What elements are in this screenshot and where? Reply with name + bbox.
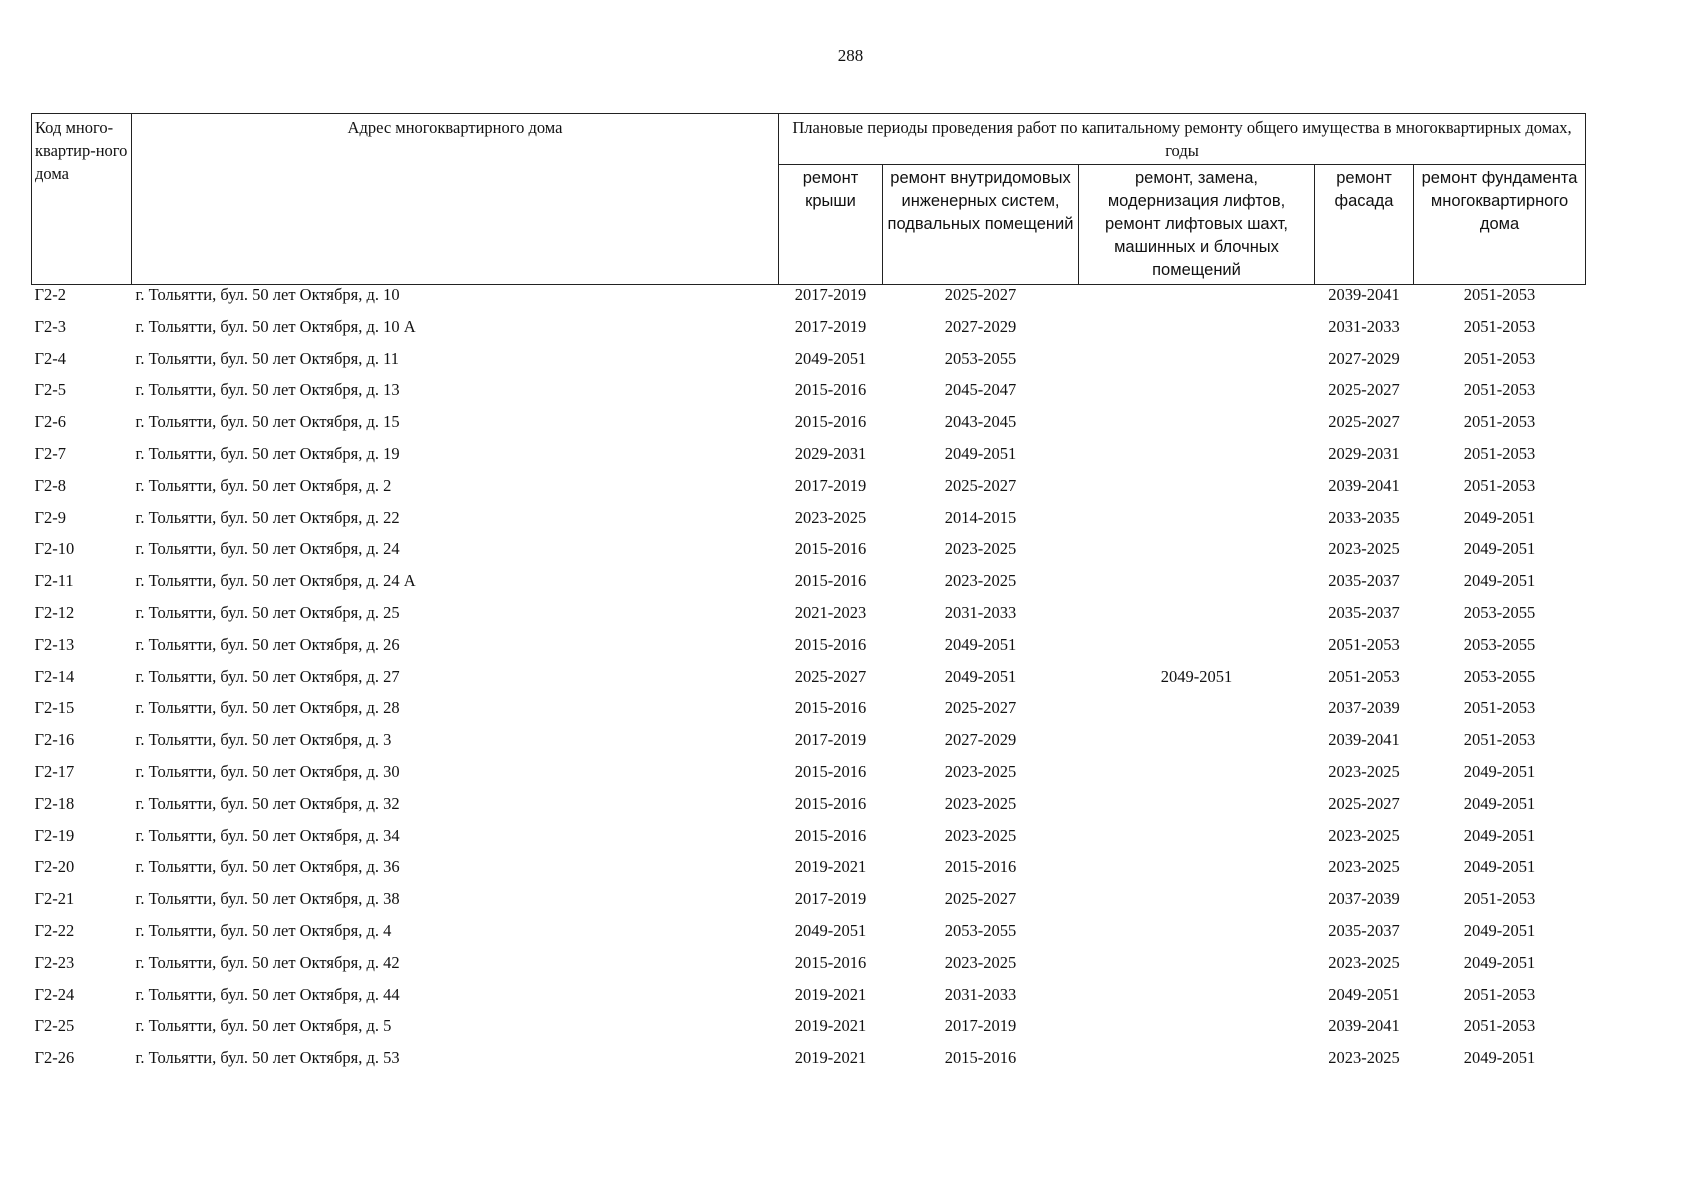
- cell-facade: 2025-2027: [1328, 793, 1400, 813]
- table-row: [32, 380, 1586, 412]
- cell-roof: 2015-2016: [794, 793, 867, 813]
- cell-code: Г2-7: [34, 443, 67, 463]
- cell-lifts: [1079, 539, 1315, 571]
- cell-engineering: 2023-2025: [944, 571, 1017, 591]
- cell-lifts: [1079, 1016, 1315, 1048]
- cell-engineering: 2025-2027: [944, 698, 1017, 718]
- cell-roof: 2017-2019: [794, 316, 867, 336]
- cell-foundation: 2049-2051: [1463, 952, 1536, 972]
- cell-code: Г2-9: [34, 507, 67, 527]
- header-roof: ремонт крыши: [779, 165, 883, 285]
- cell-roof: 2029-2031: [794, 443, 867, 463]
- table-row: [32, 921, 1586, 953]
- cell-facade: 2033-2035: [1328, 507, 1400, 527]
- cell-roof: 2049-2051: [794, 920, 867, 940]
- cell-lifts: [1079, 826, 1315, 858]
- table-row: [32, 794, 1586, 826]
- cell-address: г. Тольятти, бул. 50 лет Октября, д. 13: [135, 380, 400, 400]
- cell-roof: 2019-2021: [794, 1016, 867, 1036]
- cell-facade: 2051-2053: [1328, 634, 1400, 654]
- cell-engineering: 2015-2016: [944, 1048, 1017, 1068]
- cell-foundation: 2051-2053: [1463, 348, 1536, 368]
- cell-roof: 2049-2051: [794, 348, 867, 368]
- table-row: [32, 1016, 1586, 1048]
- cell-lifts: [1079, 444, 1315, 476]
- cell-roof: 2015-2016: [794, 380, 867, 400]
- cell-foundation: 2053-2055: [1463, 634, 1536, 654]
- cell-foundation: 2051-2053: [1463, 1016, 1536, 1036]
- cell-facade: 2035-2037: [1328, 602, 1400, 622]
- table-row: [32, 476, 1586, 508]
- cell-facade: 2035-2037: [1328, 571, 1400, 591]
- cell-facade: 2029-2031: [1328, 443, 1400, 463]
- cell-foundation: 2051-2053: [1463, 984, 1536, 1004]
- cell-roof: 2015-2016: [794, 634, 867, 654]
- cell-address: г. Тольятти, бул. 50 лет Октября, д. 10 А: [135, 316, 416, 336]
- cell-address: г. Тольятти, бул. 50 лет Октября, д. 44: [135, 984, 400, 1004]
- cell-engineering: 2014-2015: [944, 507, 1017, 527]
- cell-facade: 2023-2025: [1328, 952, 1400, 972]
- cell-lifts: [1079, 1048, 1315, 1080]
- table-header: [32, 114, 1586, 285]
- table-row: [32, 857, 1586, 889]
- cell-roof: 2017-2019: [794, 730, 867, 750]
- cell-engineering: 2045-2047: [944, 380, 1017, 400]
- cell-lifts: [1079, 889, 1315, 921]
- cell-code: Г2-23: [34, 952, 75, 972]
- cell-code: Г2-21: [34, 889, 75, 909]
- cell-facade: 2023-2025: [1328, 857, 1400, 877]
- cell-facade: 2049-2051: [1328, 984, 1400, 1004]
- cell-address: г. Тольятти, бул. 50 лет Октября, д. 27: [135, 666, 400, 686]
- cell-engineering: 2023-2025: [944, 793, 1017, 813]
- cell-lifts: [1079, 412, 1315, 444]
- table-row: [32, 1048, 1586, 1080]
- cell-address: г. Тольятти, бул. 50 лет Октября, д. 25: [135, 602, 400, 622]
- cell-roof: 2023-2025: [794, 507, 867, 527]
- cell-facade: 2039-2041: [1328, 730, 1400, 750]
- cell-engineering: 2053-2055: [944, 348, 1017, 368]
- cell-engineering: 2023-2025: [944, 761, 1017, 781]
- cell-lifts: [1079, 762, 1315, 794]
- cell-engineering: 2049-2051: [944, 666, 1017, 686]
- cell-lifts: 2049-2051: [1160, 666, 1233, 686]
- cell-code: Г2-12: [34, 602, 75, 622]
- cell-address: г. Тольятти, бул. 50 лет Октября, д. 22: [135, 507, 400, 527]
- cell-code: Г2-3: [34, 316, 67, 336]
- cell-roof: 2017-2019: [794, 889, 867, 909]
- cell-code: Г2-22: [34, 920, 75, 940]
- header-code: Код много-квартир-ного дома: [32, 114, 132, 285]
- header-facade: ремонт фасада: [1315, 165, 1414, 285]
- header-periods-group: Плановые периоды проведения работ по капитальному ремонту общего имущества в многоквартирных домах, годы: [779, 114, 1586, 165]
- table-row: [32, 412, 1586, 444]
- header-lifts: ремонт, замена, модернизация лифтов, ремонт лифтовых шахт, машинных и блочных помещений: [1079, 165, 1315, 285]
- cell-foundation: 2051-2053: [1463, 698, 1536, 718]
- cell-facade: 2023-2025: [1328, 825, 1400, 845]
- cell-address: г. Тольятти, бул. 50 лет Октября, д. 10: [135, 285, 400, 304]
- cell-foundation: 2051-2053: [1463, 443, 1536, 463]
- cell-engineering: 2049-2051: [944, 634, 1017, 654]
- cell-facade: 2023-2025: [1328, 761, 1400, 781]
- cell-address: г. Тольятти, бул. 50 лет Октября, д. 3: [135, 730, 392, 750]
- cell-foundation: 2049-2051: [1463, 507, 1536, 527]
- table-row: [32, 571, 1586, 603]
- cell-foundation: 2051-2053: [1463, 412, 1536, 432]
- cell-facade: 2039-2041: [1328, 475, 1400, 495]
- table-row: [32, 985, 1586, 1017]
- cell-foundation: 2049-2051: [1463, 793, 1536, 813]
- cell-lifts: [1079, 571, 1315, 603]
- cell-code: Г2-24: [34, 984, 75, 1004]
- cell-address: г. Тольятти, бул. 50 лет Октября, д. 30: [135, 761, 400, 781]
- table-row: [32, 667, 1586, 699]
- cell-code: Г2-16: [34, 730, 75, 750]
- cell-address: г. Тольятти, бул. 50 лет Октября, д. 38: [135, 889, 400, 909]
- cell-code: Г2-13: [34, 634, 75, 654]
- cell-lifts: [1079, 857, 1315, 889]
- cell-address: г. Тольятти, бул. 50 лет Октября, д. 24: [135, 539, 400, 559]
- cell-code: Г2-8: [34, 475, 67, 495]
- cell-facade: 2037-2039: [1328, 698, 1400, 718]
- cell-engineering: 2031-2033: [944, 984, 1017, 1004]
- header-address: Адрес многоквартирного дома: [132, 114, 779, 285]
- cell-foundation: 2051-2053: [1463, 475, 1536, 495]
- cell-lifts: [1079, 508, 1315, 540]
- cell-engineering: 2053-2055: [944, 920, 1017, 940]
- cell-engineering: 2023-2025: [944, 539, 1017, 559]
- cell-address: г. Тольятти, бул. 50 лет Октября, д. 36: [135, 857, 400, 877]
- cell-foundation: 2051-2053: [1463, 316, 1536, 336]
- cell-facade: 2039-2041: [1328, 1016, 1400, 1036]
- header-foundation: ремонт фундамента многоквартирного дома: [1414, 165, 1586, 285]
- cell-address: г. Тольятти, бул. 50 лет Октября, д. 26: [135, 634, 400, 654]
- cell-engineering: 2023-2025: [944, 825, 1017, 845]
- table-row: [32, 508, 1586, 540]
- cell-roof: 2019-2021: [794, 984, 867, 1004]
- cell-foundation: 2049-2051: [1463, 920, 1536, 940]
- cell-lifts: [1079, 730, 1315, 762]
- cell-code: Г2-11: [34, 571, 74, 591]
- cell-roof: 2015-2016: [794, 825, 867, 845]
- page-number: 288: [837, 46, 864, 65]
- cell-lifts: [1079, 380, 1315, 412]
- cell-engineering: 2027-2029: [944, 730, 1017, 750]
- table-body: [32, 285, 1586, 1080]
- cell-engineering: 2025-2027: [944, 889, 1017, 909]
- cell-lifts: [1079, 349, 1315, 381]
- cell-lifts: [1079, 603, 1315, 635]
- cell-engineering: 2049-2051: [944, 443, 1017, 463]
- cell-engineering: 2027-2029: [944, 316, 1017, 336]
- cell-code: Г2-14: [34, 666, 75, 686]
- header-engineering: ремонт внутридомовых инженерных систем, подвальных помещений: [883, 165, 1079, 285]
- cell-address: г. Тольятти, бул. 50 лет Октября, д. 42: [135, 952, 400, 972]
- cell-address: г. Тольятти, бул. 50 лет Октября, д. 24 А: [135, 571, 416, 591]
- cell-address: г. Тольятти, бул. 50 лет Октября, д. 28: [135, 698, 400, 718]
- cell-facade: 2023-2025: [1328, 1048, 1400, 1068]
- table-row: [32, 603, 1586, 635]
- cell-roof: 2019-2021: [794, 857, 867, 877]
- cell-engineering: 2031-2033: [944, 602, 1017, 622]
- cell-foundation: 2051-2053: [1463, 380, 1536, 400]
- table-row: [32, 889, 1586, 921]
- table-row: [32, 730, 1586, 762]
- capital-repair-schedule-table: [31, 113, 1586, 1080]
- cell-foundation: 2049-2051: [1463, 857, 1536, 877]
- cell-engineering: 2015-2016: [944, 857, 1017, 877]
- cell-code: Г2-26: [34, 1048, 75, 1068]
- cell-lifts: [1079, 476, 1315, 508]
- cell-facade: 2035-2037: [1328, 920, 1400, 940]
- cell-address: г. Тольятти, бул. 50 лет Октября, д. 11: [135, 348, 399, 368]
- cell-roof: 2015-2016: [794, 412, 867, 432]
- cell-lifts: [1079, 635, 1315, 667]
- cell-lifts: [1079, 985, 1315, 1017]
- cell-address: г. Тольятти, бул. 50 лет Октября, д. 53: [135, 1048, 400, 1068]
- table-row: [32, 317, 1586, 349]
- cell-engineering: 2023-2025: [944, 952, 1017, 972]
- cell-facade: 2025-2027: [1328, 412, 1400, 432]
- cell-facade: 2025-2027: [1328, 380, 1400, 400]
- cell-roof: 2015-2016: [794, 698, 867, 718]
- cell-roof: 2019-2021: [794, 1048, 867, 1068]
- cell-address: г. Тольятти, бул. 50 лет Октября, д. 19: [135, 443, 400, 463]
- table-row: [32, 539, 1586, 571]
- cell-code: Г2-17: [34, 761, 75, 781]
- cell-foundation: 2049-2051: [1463, 539, 1536, 559]
- table-row: [32, 826, 1586, 858]
- cell-roof: 2017-2019: [794, 475, 867, 495]
- cell-address: г. Тольятти, бул. 50 лет Октября, д. 34: [135, 825, 400, 845]
- cell-roof: 2015-2016: [794, 952, 867, 972]
- table-row: [32, 349, 1586, 381]
- table-row: [32, 635, 1586, 667]
- cell-roof: 2015-2016: [794, 539, 867, 559]
- cell-code: Г2-6: [34, 412, 67, 432]
- cell-foundation: 2049-2051: [1463, 825, 1536, 845]
- table-row: [32, 285, 1586, 317]
- table-row: [32, 698, 1586, 730]
- cell-lifts: [1079, 698, 1315, 730]
- cell-facade: 2027-2029: [1328, 348, 1400, 368]
- cell-address: г. Тольятти, бул. 50 лет Октября, д. 4: [135, 920, 392, 940]
- cell-code: Г2-18: [34, 793, 75, 813]
- cell-facade: 2023-2025: [1328, 539, 1400, 559]
- cell-roof: 2015-2016: [794, 571, 867, 591]
- table-row: [32, 762, 1586, 794]
- cell-roof: 2021-2023: [794, 602, 867, 622]
- cell-facade: 2031-2033: [1328, 316, 1400, 336]
- cell-foundation: 2051-2053: [1463, 730, 1536, 750]
- cell-foundation: 2049-2051: [1463, 761, 1536, 781]
- cell-code: Г2-20: [34, 857, 75, 877]
- cell-address: г. Тольятти, бул. 50 лет Октября, д. 32: [135, 793, 400, 813]
- cell-engineering: 2017-2019: [944, 1016, 1017, 1036]
- cell-lifts: [1079, 921, 1315, 953]
- cell-facade: 2037-2039: [1328, 889, 1400, 909]
- cell-lifts: [1079, 953, 1315, 985]
- cell-roof: 2015-2016: [794, 761, 867, 781]
- cell-address: г. Тольятти, бул. 50 лет Октября, д. 15: [135, 412, 400, 432]
- table-row: [32, 444, 1586, 476]
- cell-code: Г2-10: [34, 539, 75, 559]
- cell-lifts: [1079, 317, 1315, 349]
- cell-foundation: 2053-2055: [1463, 602, 1536, 622]
- cell-engineering: 2025-2027: [944, 285, 1017, 304]
- cell-lifts: [1079, 794, 1315, 826]
- cell-address: г. Тольятти, бул. 50 лет Октября, д. 2: [135, 475, 392, 495]
- cell-foundation: 2051-2053: [1463, 889, 1536, 909]
- cell-facade: 2051-2053: [1328, 666, 1400, 686]
- table-row: [32, 953, 1586, 985]
- cell-roof: 2025-2027: [794, 666, 867, 686]
- cell-roof: 2017-2019: [794, 285, 867, 304]
- cell-engineering: 2043-2045: [944, 412, 1017, 432]
- cell-code: Г2-15: [34, 698, 75, 718]
- cell-address: г. Тольятти, бул. 50 лет Октября, д. 5: [135, 1016, 392, 1036]
- cell-foundation: 2053-2055: [1463, 666, 1536, 686]
- cell-code: Г2-19: [34, 825, 75, 845]
- cell-foundation: 2049-2051: [1463, 1048, 1536, 1068]
- cell-code: Г2-2: [34, 285, 67, 304]
- cell-code: Г2-4: [34, 348, 67, 368]
- cell-lifts: [1079, 285, 1315, 317]
- cell-code: Г2-25: [34, 1016, 75, 1036]
- cell-foundation: 2049-2051: [1463, 571, 1536, 591]
- cell-code: Г2-5: [34, 380, 67, 400]
- cell-foundation: 2051-2053: [1463, 285, 1536, 304]
- cell-engineering: 2025-2027: [944, 475, 1017, 495]
- cell-facade: 2039-2041: [1328, 285, 1400, 304]
